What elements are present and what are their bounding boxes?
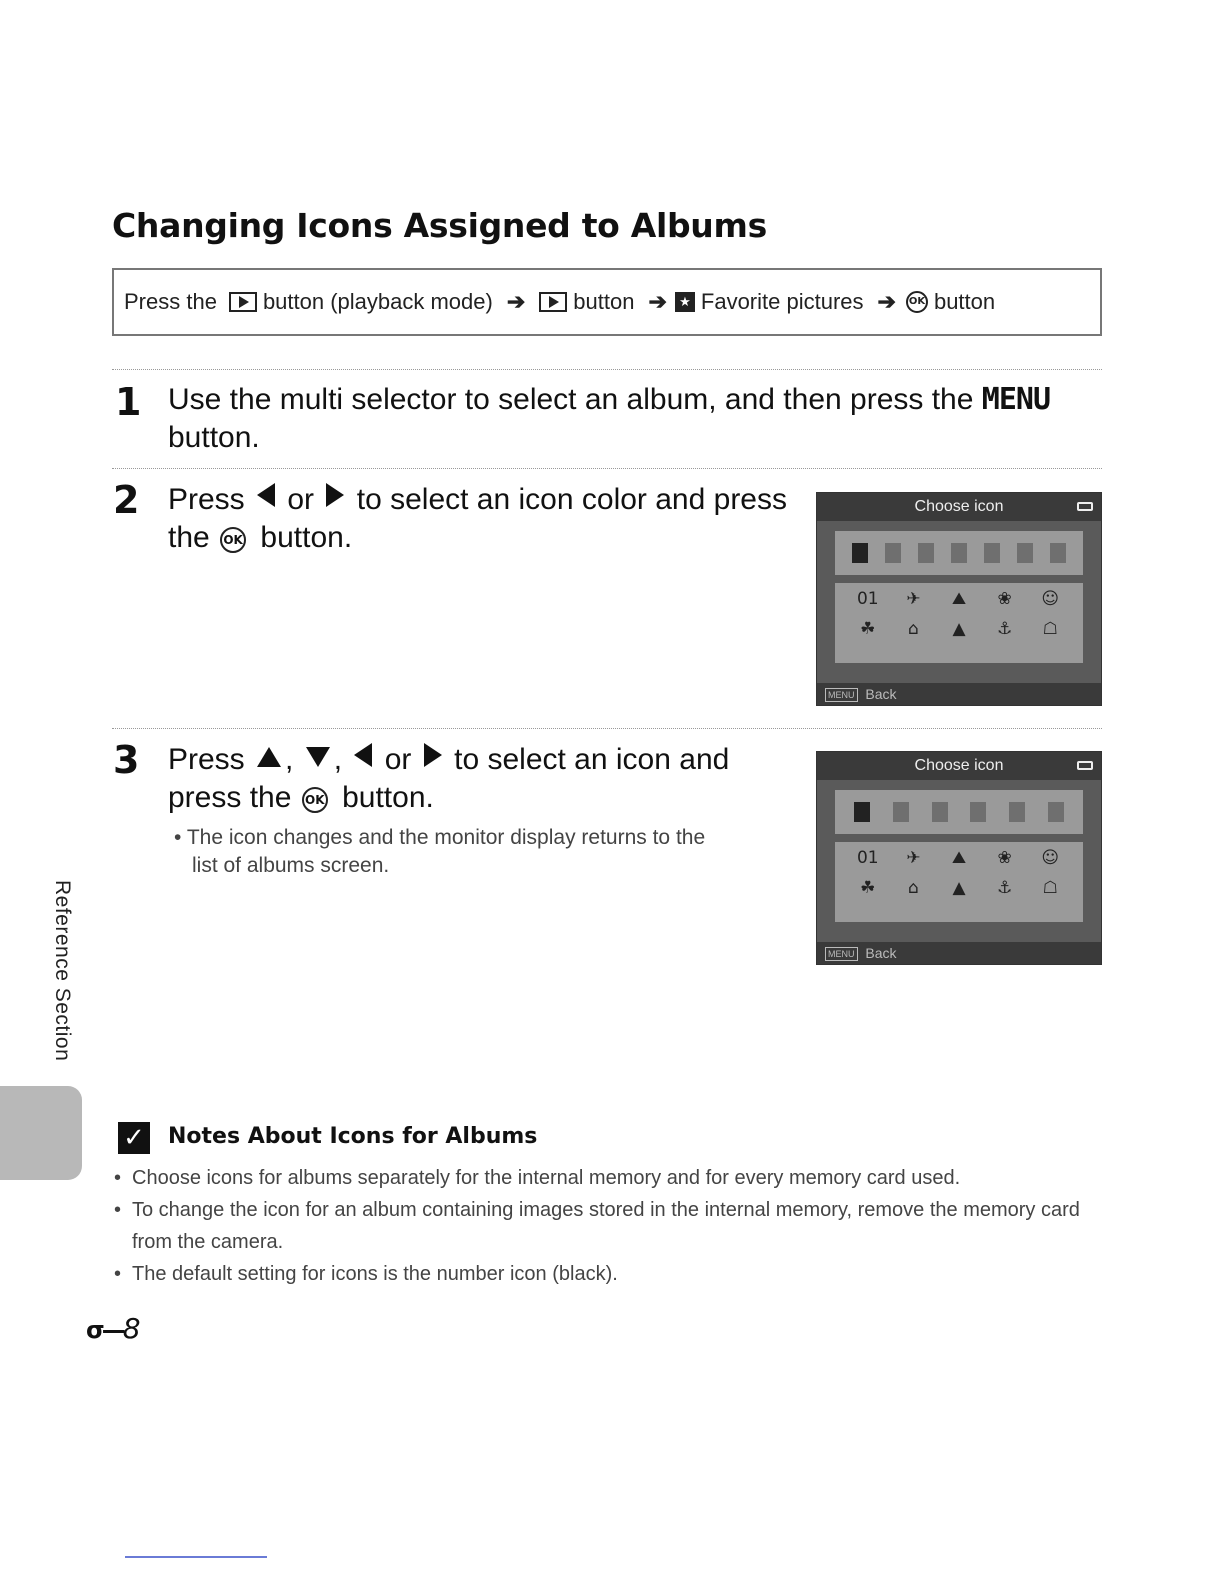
note-item: • Choose icons for albums separately for the internal memory and for every memory card used. bbox=[112, 1162, 1102, 1194]
page-number-value: 8 bbox=[122, 1312, 141, 1345]
album-icon: ▲ bbox=[952, 619, 966, 639]
album-icon: ⚓ bbox=[996, 619, 1013, 639]
album-icon: ▲ bbox=[952, 878, 966, 898]
side-section-label: Reference Section bbox=[51, 880, 74, 1062]
back-label: Back bbox=[865, 686, 897, 702]
footer-rule bbox=[125, 1556, 267, 1558]
screen-title: Choose icon bbox=[914, 498, 1004, 515]
album-icon: ☘ bbox=[860, 619, 876, 639]
battery-icon bbox=[1077, 761, 1093, 770]
color-swatch bbox=[1048, 802, 1064, 822]
comma: , bbox=[333, 743, 343, 776]
step-3-bullet-line2: list of albums screen. bbox=[192, 854, 390, 877]
ok-button-icon: OK bbox=[906, 291, 928, 313]
step-1-text bbox=[168, 381, 1068, 457]
album-icon: ☺ bbox=[1041, 589, 1060, 609]
color-swatch bbox=[1009, 802, 1025, 822]
ok-button-icon: OK bbox=[302, 787, 328, 813]
album-icon: ☖ bbox=[1042, 878, 1058, 898]
step-2-text-c: the bbox=[168, 521, 210, 554]
left-arrow-icon bbox=[257, 483, 275, 507]
album-icon: ⛰ bbox=[951, 848, 967, 868]
album-icon: ⌂ bbox=[907, 619, 919, 639]
step-1-text-a: Use the multi selector to select an album, and then press the bbox=[168, 383, 974, 416]
down-arrow-icon bbox=[306, 747, 330, 767]
step-3-text-a: Press bbox=[168, 743, 245, 776]
camera-screen-2 bbox=[816, 751, 1102, 965]
screen-title-bar bbox=[817, 752, 1101, 780]
path-press-the: Press the bbox=[124, 289, 217, 314]
step-2-text-b: to select an icon color and press bbox=[356, 483, 787, 516]
icon-panel bbox=[835, 583, 1083, 663]
step-3-bullet-line1: The icon changes and the monitor display returns to the bbox=[186, 826, 706, 849]
step-3-text-d: button. bbox=[342, 781, 434, 814]
step-2-text-a: Press bbox=[168, 483, 245, 516]
color-swatch bbox=[932, 802, 948, 822]
album-icon: 01 bbox=[856, 848, 879, 868]
right-arrow-icon bbox=[424, 743, 442, 767]
album-icon: ❀ bbox=[997, 848, 1012, 868]
step-2-text-d: button. bbox=[260, 521, 353, 554]
right-arrow-icon bbox=[326, 483, 344, 507]
divider bbox=[112, 369, 1102, 370]
color-swatch bbox=[1050, 543, 1066, 563]
notes-heading: Notes About Icons for Albums bbox=[168, 1124, 538, 1149]
notes-list bbox=[112, 1162, 1102, 1290]
step-3-or: or bbox=[384, 743, 412, 776]
step-2-or: or bbox=[287, 483, 315, 516]
color-swatch-row bbox=[835, 531, 1083, 575]
arrow-right-icon: ➔ bbox=[506, 289, 526, 314]
color-swatch bbox=[1017, 543, 1033, 563]
arrow-right-icon: ➔ bbox=[648, 289, 667, 314]
step-3-text bbox=[168, 741, 798, 817]
playback-button-icon bbox=[539, 292, 567, 312]
screen-footer bbox=[817, 683, 1101, 705]
menu-button-label: MENU bbox=[981, 382, 1051, 417]
divider bbox=[112, 728, 1102, 729]
step-3-text-c: press the bbox=[168, 781, 292, 814]
color-swatch bbox=[984, 543, 1000, 563]
album-icon: ☘ bbox=[860, 878, 876, 898]
path-playback-mode: button (playback mode) bbox=[262, 289, 493, 314]
camera-screen-1 bbox=[816, 492, 1102, 706]
menu-key-icon: MENU bbox=[825, 947, 858, 961]
menu-path-box bbox=[112, 268, 1102, 336]
screen-title-bar bbox=[817, 493, 1101, 521]
side-tab-marker bbox=[0, 1086, 82, 1180]
color-swatch bbox=[893, 802, 909, 822]
step-2-text bbox=[168, 481, 798, 557]
path-ok-button: button bbox=[933, 289, 996, 314]
menu-key-icon: MENU bbox=[825, 688, 858, 702]
reference-section-icon: σ— bbox=[86, 1316, 123, 1344]
album-icon: ⌂ bbox=[907, 878, 919, 898]
icon-panel bbox=[835, 842, 1083, 922]
note-item: • The default setting for icons is the number icon (black). bbox=[112, 1258, 1102, 1290]
color-swatch bbox=[885, 543, 901, 563]
step-1-text-b: button. bbox=[168, 421, 260, 454]
screen-footer bbox=[817, 942, 1101, 964]
comma: , bbox=[285, 743, 294, 776]
page-number bbox=[86, 1312, 141, 1345]
step-3-bullet bbox=[174, 824, 794, 880]
album-icon: ☺ bbox=[1041, 848, 1060, 868]
color-swatch bbox=[918, 543, 934, 563]
back-label: Back bbox=[865, 945, 897, 961]
left-arrow-icon bbox=[354, 743, 372, 767]
color-swatch bbox=[951, 543, 967, 563]
color-swatch bbox=[970, 802, 986, 822]
page-title: Changing Icons Assigned to Albums bbox=[112, 206, 767, 245]
ok-button-icon: OK bbox=[220, 527, 246, 553]
arrow-right-icon: ➔ bbox=[877, 289, 896, 314]
album-icon: ☖ bbox=[1042, 619, 1058, 639]
screen-title: Choose icon bbox=[914, 757, 1004, 774]
battery-icon bbox=[1077, 502, 1093, 511]
album-icon: 01 bbox=[856, 589, 879, 609]
album-icon: ✈ bbox=[906, 848, 921, 868]
bullet-dot: • bbox=[174, 826, 182, 849]
favorite-pictures-icon: ★ bbox=[675, 292, 695, 312]
album-icon: ✈ bbox=[906, 589, 921, 609]
step-3-text-b: to select an icon and bbox=[454, 743, 730, 776]
path-button: button bbox=[573, 289, 635, 314]
album-icon: ⚓ bbox=[996, 878, 1013, 898]
color-swatch-row bbox=[835, 790, 1083, 834]
note-check-icon: ✓ bbox=[118, 1122, 150, 1154]
note-item: • To change the icon for an album containing images stored in the internal memory, remove the memory card from the camera. bbox=[112, 1194, 1102, 1258]
up-arrow-icon bbox=[257, 747, 281, 767]
album-icon: ⛰ bbox=[951, 589, 967, 609]
divider bbox=[112, 468, 1102, 469]
album-icon: ❀ bbox=[997, 589, 1012, 609]
color-swatch bbox=[852, 543, 868, 563]
step-1-number: 1 bbox=[115, 380, 142, 424]
path-favorite-pictures: Favorite pictures bbox=[700, 289, 864, 314]
step-3-number: 3 bbox=[113, 738, 140, 782]
playback-button-icon bbox=[229, 292, 257, 312]
step-2-number: 2 bbox=[113, 478, 140, 522]
color-swatch bbox=[854, 802, 870, 822]
